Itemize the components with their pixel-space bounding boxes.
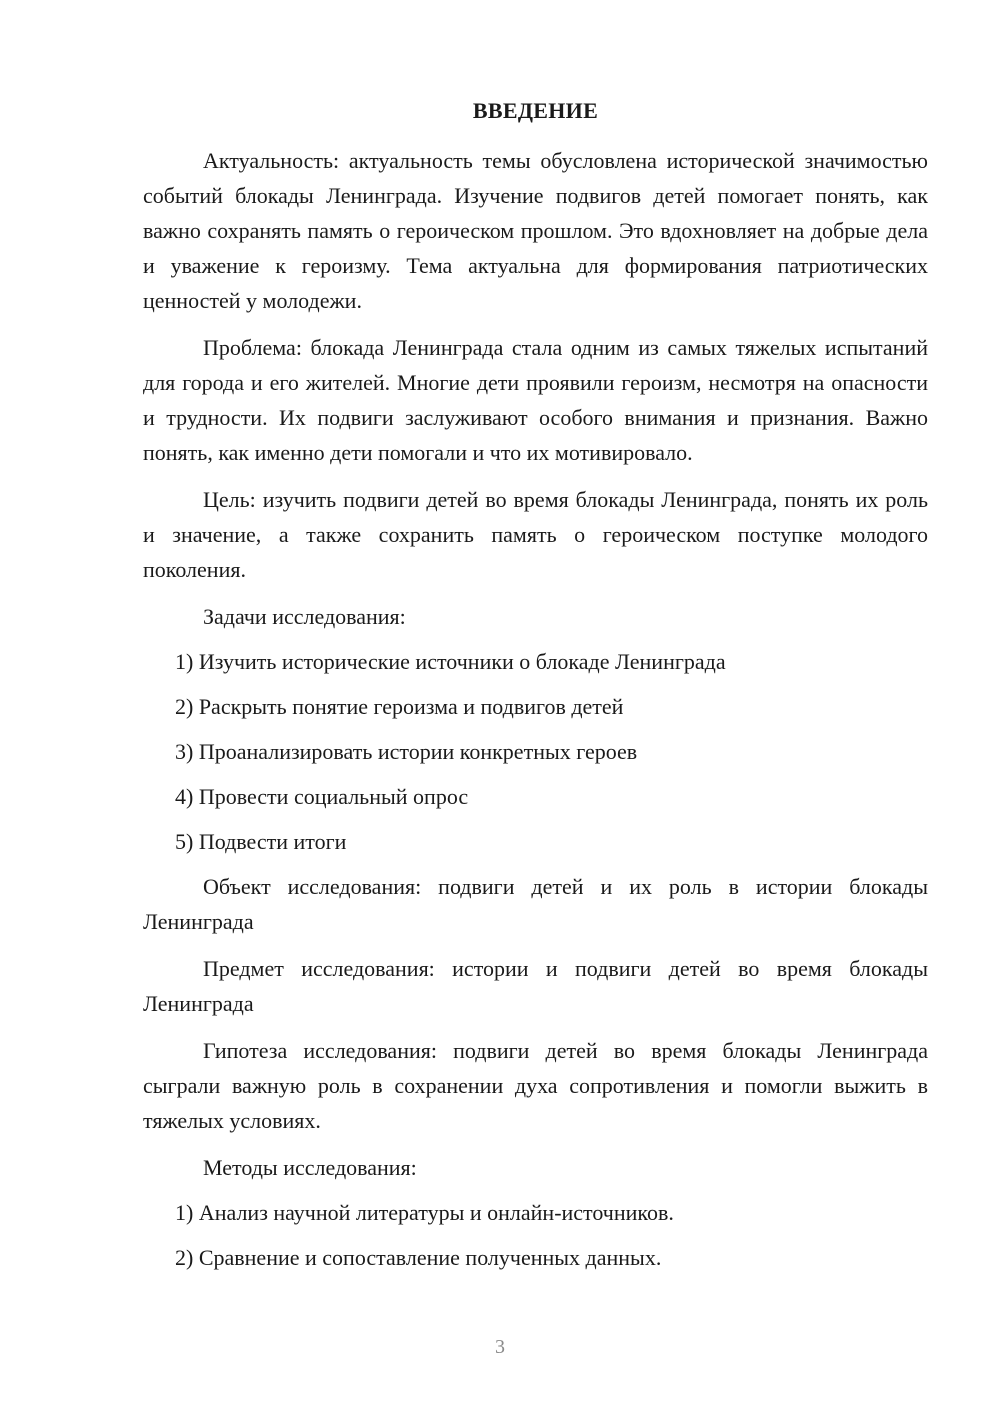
methods-list xyxy=(143,1195,928,1275)
list-item: 5) Подвести итоги xyxy=(175,829,347,854)
list-item: 3) Проанализировать истории конкретных героев xyxy=(175,739,638,764)
list-item: 2) Сравнение и сопоставление полученных данных. xyxy=(175,1245,662,1270)
problem-paragraph: Проблема: блокада Ленинграда стала одним из самых тяжелых испытаний для города и его жителей. Многие дети проявили героизм, несмотря на опасности и трудности. Их подвиги заслуживают особого внимания и признания. Важно понять, как именно дети помогали и что их мотивировало. xyxy=(143,335,928,465)
subject-paragraph: Предмет исследования: истории и подвиги детей во время блокады Ленинграда xyxy=(143,956,928,1016)
list-item: 4) Провести социальный опрос xyxy=(175,784,469,809)
methods-heading: Методы исследования: xyxy=(203,1155,417,1180)
object-paragraph: Объект исследования: подвиги детей и их роль в истории блокады Ленинграда xyxy=(143,874,928,934)
list-item: 2) Раскрыть понятие героизма и подвигов детей xyxy=(175,694,624,719)
goal-paragraph: Цель: изучить подвиги детей во время блокады Ленинграда, понять их роль и значение, а также сохранить память о героическом поступке молодого поколения. xyxy=(143,487,928,582)
tasks-list xyxy=(143,644,928,859)
hypothesis-paragraph: Гипотеза исследования: подвиги детей во время блокады Ленинграда сыграли важную роль в сохранении духа сопротивления и помогли выжить в тяжелых условиях. xyxy=(143,1038,928,1133)
page-title: ВВЕДЕНИЕ xyxy=(472,98,599,123)
document-body xyxy=(143,143,928,1285)
page-number: 3 xyxy=(495,1336,505,1358)
relevance-paragraph: Актуальность: актуальность темы обусловлена исторической значимостью событий блокады Ленинграда. Изучение подвигов детей помогает понять, как важно сохранять память о героическом прошлом. Это вдохновляет на добрые дела и уважение к героизму. Тема актуальна для формирования патриотических ценностей у молодежи. xyxy=(143,148,928,313)
list-item: 1) Анализ научной литературы и онлайн-источников. xyxy=(175,1200,674,1225)
list-item: 1) Изучить исторические источники о блокаде Ленинграда xyxy=(175,649,726,674)
tasks-heading: Задачи исследования: xyxy=(203,604,406,629)
